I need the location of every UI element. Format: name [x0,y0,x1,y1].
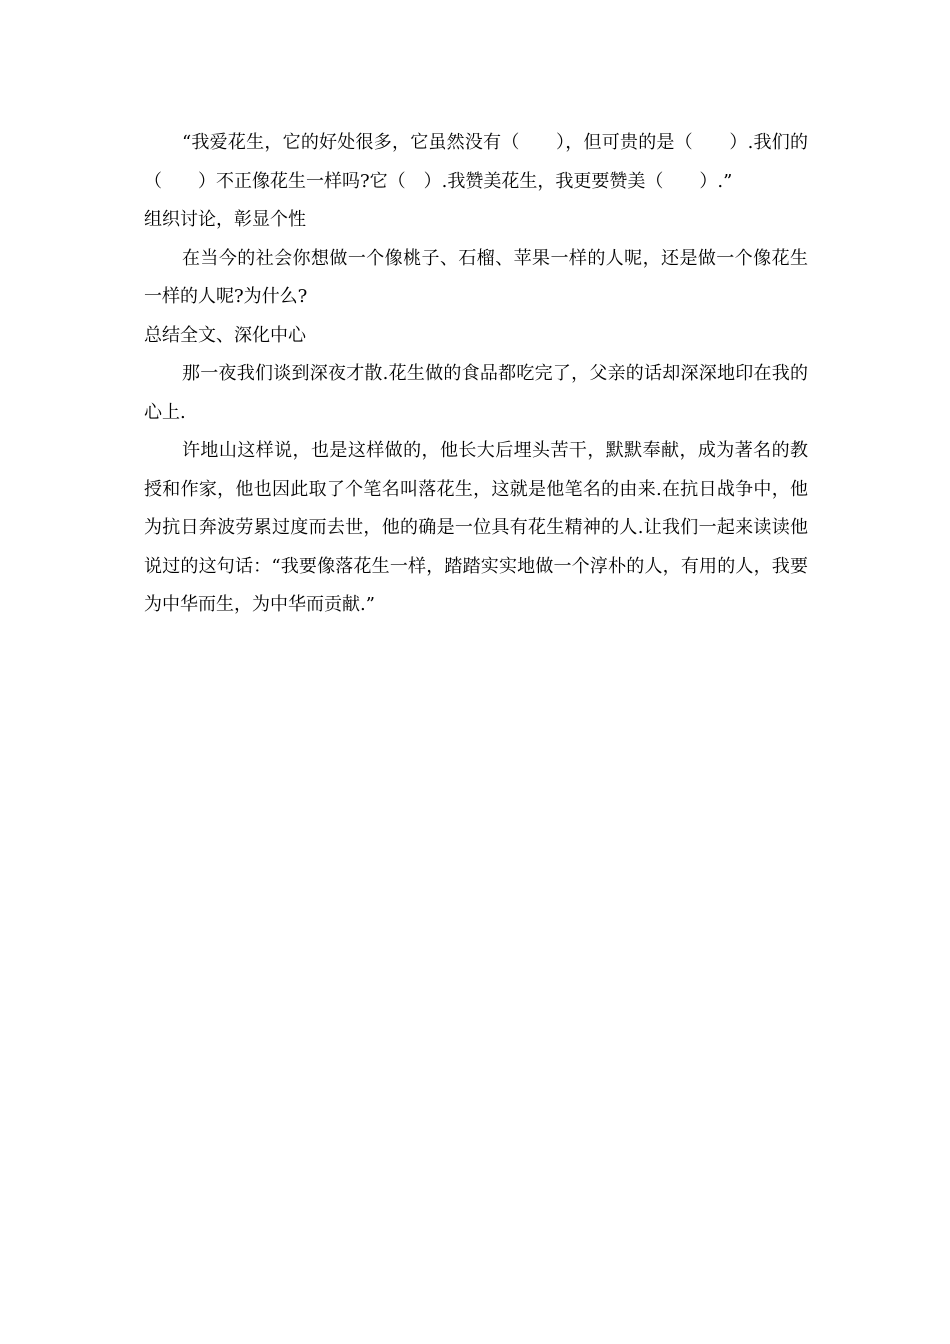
night-conversation-paragraph: 那一夜我们谈到深夜才散.花生做的食品都吃完了，父亲的话却深深地印在我的心上. [144,363,808,423]
section-heading-summary: 总结全文、深化中心 [144,324,306,346]
xu-dishan-paragraph: 许地山这样说，也是这样做的，他长大后埋头苦干，默默奉献，成为著名的教授和作家，他也因此取了个笔名叫落花生，这就是他笔名的由来.在抗日战争中，他为抗日奔波劳累过度而去世，他的确是一位具有花生精神的人.让我们一起来读读他说过的这句话：“我要像落花生一样，踏踏实实地做一个淳朴的人，有用的人，我要为中华而生，为中华而贡献.” [144,440,808,615]
document-body [144,124,808,625]
section-heading-discussion: 组织讨论，彰显个性 [144,209,306,230]
discussion-question-paragraph: 在当今的社会你想做一个像桃子、石榴、苹果一样的人呢，还是做一个像花生一样的人呢?为什么? [144,247,808,307]
quote-fill-blank-paragraph: “我爱花生，它的好处很多，它虽然没有（ ），但可贵的是（ ）.我们的（ ）不正像花生一样吗?它（ ）.我赞美花生，我更要赞美（ ）.” [144,132,808,192]
